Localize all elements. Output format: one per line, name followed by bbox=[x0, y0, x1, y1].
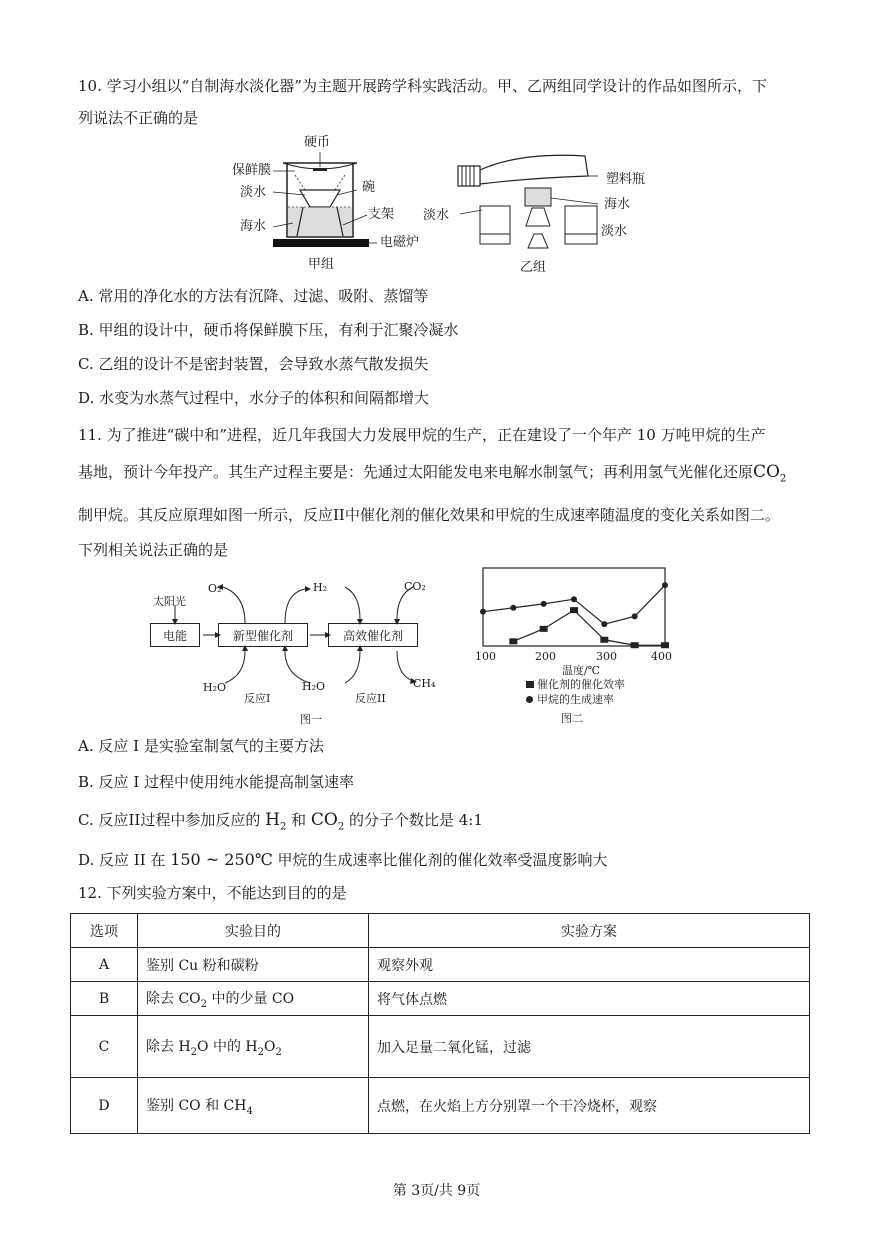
row-plan: 将气体点燃 bbox=[369, 982, 810, 1016]
row-goal-text: 鉴别 Cu 粉和碳粉 bbox=[146, 957, 259, 974]
q11-co2-text: CO bbox=[753, 462, 780, 482]
sunlight-label: 太阳光 bbox=[153, 595, 186, 608]
row-plan: 加入足量二氧化锰，过滤 bbox=[369, 1016, 810, 1078]
series-line-catalyst bbox=[513, 610, 665, 645]
legend-circle-marker bbox=[526, 696, 533, 703]
chart-x-tick-300: 300 bbox=[596, 650, 617, 663]
ch4-label: CH₄ bbox=[413, 677, 436, 690]
h2-label: H₂ bbox=[313, 581, 328, 594]
header-goal: 实验目的 bbox=[138, 914, 369, 948]
q11-stem-line3: 制甲烷。其反应原理如图一所示，反应II中催化剂的催化效果和甲烷的生成速率随温度的变化关系如图二。 bbox=[78, 506, 780, 524]
q11-option-b: B. 反应 I 过程中使用纯水能提高制氢速率 bbox=[78, 773, 355, 791]
q11-option-d bbox=[78, 850, 608, 870]
electricity-box bbox=[150, 623, 200, 647]
fig-b-sea-label: 海水 bbox=[604, 197, 631, 212]
header-option: 选项 bbox=[71, 914, 138, 948]
table-row bbox=[71, 982, 810, 1016]
figure-2-caption: 图二 bbox=[561, 712, 583, 725]
table-header-row bbox=[71, 914, 810, 948]
co2-label: CO₂ bbox=[404, 580, 426, 593]
q11-option-a: A. 反应 I 是实验室制氢气的主要方法 bbox=[78, 737, 324, 755]
data-point-methane bbox=[632, 613, 638, 619]
header-plan: 实验方案 bbox=[369, 914, 810, 948]
fig-a-coin-label: 硬币 bbox=[304, 135, 331, 150]
reaction2-label: 反应II bbox=[355, 692, 386, 705]
row-goal-text: 除去 CO bbox=[146, 990, 201, 1007]
q11-co2-text-c: CO bbox=[310, 810, 338, 830]
q11-co2-formula bbox=[753, 462, 787, 485]
fig-a-caption: 甲组 bbox=[308, 257, 335, 272]
q11-co2-sub-c: 2 bbox=[337, 821, 345, 833]
q11-option-c-post: 的分子个数比是 4:1 bbox=[344, 811, 483, 829]
fig-a-film-label: 保鲜膜 bbox=[232, 163, 272, 178]
efficient-catalyst-label: 高效催化剂 bbox=[342, 628, 403, 643]
row-goal-text-2: 中的少量 CO bbox=[207, 990, 295, 1007]
experiment-table bbox=[70, 913, 810, 1134]
data-point-methane bbox=[510, 605, 516, 611]
row-goal-sub-2: 2 bbox=[257, 1046, 265, 1058]
data-point-methane bbox=[662, 582, 668, 588]
q10-option-c: C. 乙组的设计不是密封装置，会导致水蒸气散发损失 bbox=[78, 355, 429, 373]
chart-x-tick-100: 100 bbox=[475, 650, 496, 663]
row-goal bbox=[138, 948, 369, 982]
fig-a-stove-label: 电磁炉 bbox=[380, 235, 420, 250]
fig-b-caption: 乙组 bbox=[520, 260, 547, 275]
chart-legend-item-catalyst bbox=[526, 678, 625, 691]
legend-square-marker bbox=[526, 681, 534, 688]
row-goal-text: 除去 H bbox=[146, 1038, 191, 1055]
q10-option-a: A. 常用的净化水的方法有沉降、过滤、吸附、蒸馏等 bbox=[78, 287, 429, 305]
fig-b-fresh-right-label: 淡水 bbox=[601, 224, 628, 239]
row-goal bbox=[138, 982, 369, 1016]
figure-group-b bbox=[440, 148, 600, 258]
electricity-label: 电能 bbox=[162, 628, 187, 643]
table-row bbox=[71, 1078, 810, 1134]
q11-stem-line4: 下列相关说法正确的是 bbox=[78, 541, 229, 559]
series-line-methane bbox=[483, 585, 665, 624]
data-point-methane bbox=[480, 609, 486, 615]
fig-a-fresh-label: 淡水 bbox=[240, 185, 267, 200]
row-goal-sub-3: 2 bbox=[275, 1046, 282, 1058]
data-point-catalyst bbox=[600, 637, 608, 643]
q11-option-d-pre: D. 反应 II 在 bbox=[78, 851, 171, 869]
row-goal bbox=[138, 1016, 369, 1078]
q11-option-c-and: 和 bbox=[286, 811, 311, 829]
data-point-catalyst bbox=[661, 642, 669, 648]
row-goal-text: 鉴别 CO 和 CH bbox=[146, 1097, 247, 1114]
row-option: C bbox=[71, 1016, 138, 1078]
table-row bbox=[71, 948, 810, 982]
q10-stem-line1: 10. 学习小组以“自制海水淡化器”为主题开展跨学科实践活动。甲、乙两组同学设计的作品如图所示，下 bbox=[78, 77, 767, 95]
o2-label: O₂ bbox=[208, 582, 222, 595]
fig-b-bottle-label: 塑料瓶 bbox=[606, 172, 646, 187]
data-point-methane bbox=[571, 596, 577, 602]
q10-stem-line2: 列说法不正确的是 bbox=[78, 109, 199, 127]
chart-frame bbox=[483, 568, 665, 646]
q12-stem: 12. 下列实验方案中，不能达到目的的是 bbox=[78, 884, 347, 902]
new-catalyst-box bbox=[218, 623, 308, 647]
reaction1-label: 反应I bbox=[244, 692, 271, 705]
fig-a-stand-label: 支架 bbox=[368, 207, 395, 222]
chart-x-tick-400: 400 bbox=[651, 650, 672, 663]
q11-co2-formula-c bbox=[310, 810, 345, 833]
data-point-methane bbox=[541, 601, 547, 607]
fig-a-bowl-label: 碗 bbox=[362, 180, 376, 195]
q10-option-b: B. 甲组的设计中，硬币将保鲜膜下压，有利于汇聚冷凝水 bbox=[78, 321, 459, 339]
row-plan: 点燃，在火焰上方分别罩一个干冷烧杯，观察 bbox=[369, 1078, 810, 1134]
efficient-catalyst-box bbox=[328, 623, 418, 647]
row-goal-sub: 4 bbox=[246, 1105, 253, 1117]
q11-option-c-pre: C. 反应II过程中参加反应的 bbox=[78, 811, 266, 829]
row-option: B bbox=[71, 982, 138, 1016]
row-option: A bbox=[71, 948, 138, 982]
page-footer: 第 3页/共 9页 bbox=[392, 1183, 481, 1199]
h2o-label-1: H₂O bbox=[203, 681, 227, 694]
chart-legend-item-methane bbox=[526, 693, 614, 706]
legend-methane-label: 甲烷的生成速率 bbox=[537, 693, 614, 706]
row-goal-sub: 2 bbox=[190, 1046, 198, 1058]
chart-x-axis-label: 温度/℃ bbox=[562, 664, 601, 677]
data-point-catalyst bbox=[570, 607, 578, 613]
q11-stem-line1: 11. 为了推进“碳中和”进程，近几年我国大力发展甲烷的生产，正在建设了一个年产 10 万吨甲烷的生产 bbox=[78, 426, 766, 444]
data-point-catalyst bbox=[631, 642, 639, 648]
row-goal-sub: 2 bbox=[200, 998, 208, 1010]
table-row bbox=[71, 1016, 810, 1078]
new-catalyst-label: 新型催化剂 bbox=[232, 628, 293, 643]
q11-h2-formula bbox=[265, 810, 287, 833]
legend-catalyst-label: 催化剂的催化效率 bbox=[537, 678, 625, 691]
q11-option-d-post: 甲烷的生成速率比催化剂的催化效率受温度影响大 bbox=[272, 851, 608, 869]
data-point-methane bbox=[601, 621, 607, 627]
chart-x-tick-200: 200 bbox=[535, 650, 556, 663]
data-point-catalyst bbox=[540, 626, 548, 632]
row-goal bbox=[138, 1078, 369, 1134]
q11-h2-text: H bbox=[265, 810, 280, 830]
h2o-label-2: H₂O bbox=[302, 680, 326, 693]
row-goal-text-2: O 中的 H bbox=[197, 1038, 258, 1055]
row-plan: 观察外观 bbox=[369, 948, 810, 982]
q11-h2-sub: 2 bbox=[279, 821, 287, 833]
row-goal-text-3: O bbox=[264, 1038, 276, 1055]
q11-stem-line2-text: 基地，预计今年投产。其生产过程主要是：先通过太阳能发电来电解水制氢气；再利用氢气光催化还原 bbox=[78, 463, 754, 481]
data-point-catalyst bbox=[509, 638, 517, 644]
fig-a-sea-label: 海水 bbox=[240, 219, 267, 234]
figure-1-diagram bbox=[145, 575, 465, 725]
q11-option-d-range: 150 ~ 250℃ bbox=[170, 850, 273, 869]
fig-b-fresh-left-label: 淡水 bbox=[423, 208, 450, 223]
q11-stem-line2 bbox=[78, 462, 786, 489]
q10-option-d: D. 水变为水蒸气过程中，水分子的体积和间隔都增大 bbox=[78, 389, 430, 407]
figure-1-caption: 图一 bbox=[300, 713, 322, 726]
q11-option-c bbox=[78, 810, 483, 837]
row-option: D bbox=[71, 1078, 138, 1134]
q11-co2-sub: 2 bbox=[779, 473, 787, 485]
